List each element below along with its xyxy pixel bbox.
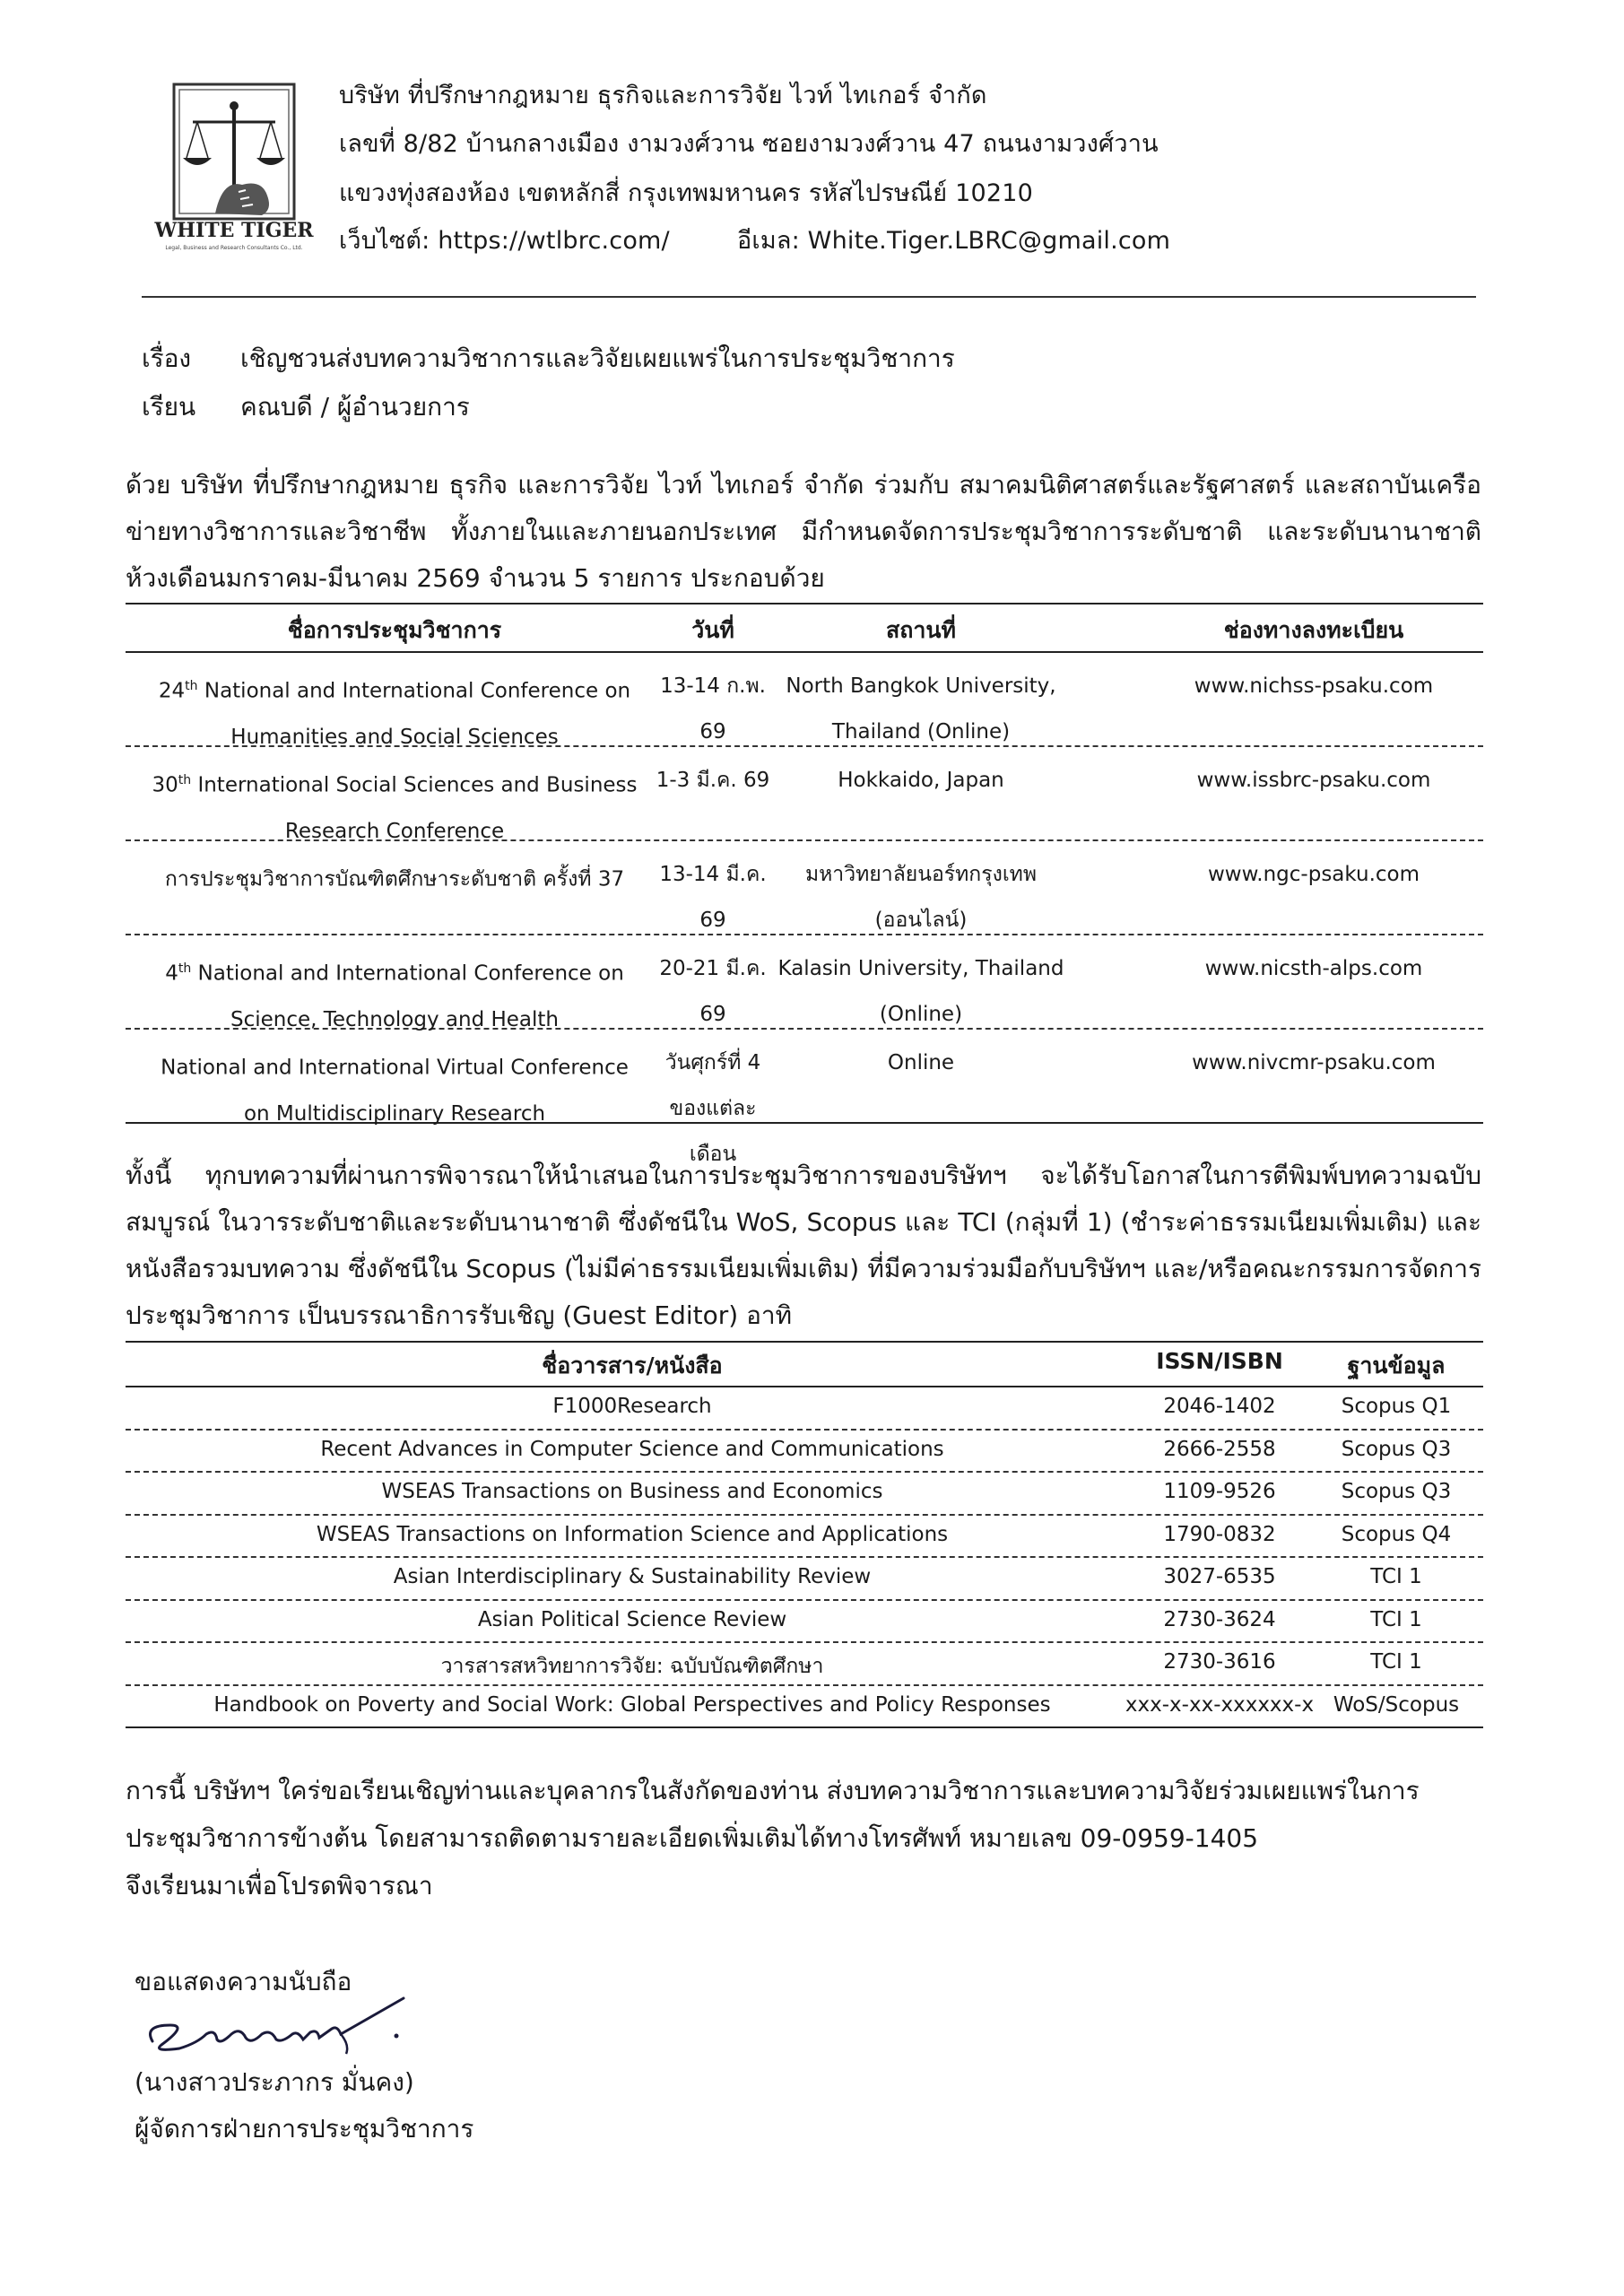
subject-text: เชิญชวนส่งบทความวิชาการและวิจัยเผยแพร่ในการประชุมวิชาการ	[240, 344, 955, 373]
company-address-2: แขวงทุ่งสองห้อง เขตหลักสี่ กรุงเทพมหานคร รหัสไปรษณีย์ 10210	[339, 179, 1033, 207]
table-row	[126, 1030, 1483, 1166]
conference-date: วันศุกร์ที่ 4 ของแต่ละเดือน	[664, 1051, 761, 1166]
col-issn: ISSN/ISBN	[1156, 1348, 1283, 1374]
journal-issn: 2046-1402	[1163, 1395, 1276, 1418]
closing-line-3: จึงเรียนมาเพื่อโปรดพิจารณา	[126, 1871, 433, 1900]
table-row	[126, 1643, 1483, 1686]
journal-issn: 2730-3624	[1163, 1607, 1276, 1631]
col-venue: สถานที่	[885, 617, 956, 643]
table-row	[126, 841, 1483, 935]
journal-database: WoS/Scopus	[1333, 1692, 1460, 1717]
intro-paragraph: ด้วย บริษัท ที่ปรึกษากฎหมาย ธุรกิจ และการวิจัย ไวท์ ไทเกอร์ จำกัด ร่วมกับ สมาคมนิติศาสตร์และรัฐศาสตร์ และสถาบันเครือข่ายทางวิชาการและวิชาชีพ ทั้งภายในและภายนอกประเทศ มีกำหนดจัดการประชุมวิชาการระดับชาติ และระดับนานาชาติ ห้วงเดือนมกราคม-มีนาคม 2569 จำนวน 5 รายการ ประกอบด้วย	[126, 470, 1481, 593]
company-name: บริษัท ที่ปรึกษากฎหมาย ธุรกิจและการวิจัย ไวท์ ไทเกอร์ จำกัด	[339, 82, 987, 109]
journal-title: F1000Research	[552, 1395, 712, 1418]
registration-link[interactable]: www.nicsth-alps.com	[1204, 957, 1423, 980]
registration-link[interactable]: www.nivcmr-psaku.com	[1192, 1051, 1436, 1074]
journal-title: WSEAS Transactions on Business and Economics	[381, 1480, 883, 1503]
to-label: เรียน	[142, 392, 196, 422]
registration-link[interactable]: www.issbrc-psaku.com	[1196, 769, 1431, 792]
conference-venue: North Bangkok University, Thailand (Online)	[786, 674, 1056, 744]
table-row	[126, 1516, 1483, 1559]
signer-position: ผู้จัดการฝ่ายการประชุมวิชาการ	[135, 2114, 474, 2144]
registration-link[interactable]: www.ngc-psaku.com	[1207, 863, 1420, 886]
journal-table-header	[126, 1341, 1483, 1387]
to-text: คณบดี / ผู้อำนวยการ	[240, 392, 470, 422]
conference-name: National and International Virtual Conference on Multidisciplinary Research	[161, 1056, 629, 1126]
conference-table-header	[126, 603, 1483, 653]
registration-link[interactable]: www.nichss-psaku.com	[1194, 674, 1434, 698]
journal-database: TCI 1	[1370, 1650, 1422, 1674]
journal-title: Recent Advances in Computer Science and Communications	[320, 1437, 944, 1461]
conference-date: 1-3 มี.ค. 69	[656, 769, 770, 792]
company-logo	[152, 79, 316, 257]
journal-issn: 2730-3616	[1163, 1650, 1276, 1674]
conference-venue: Kalasin University, Thailand (Online)	[777, 957, 1064, 1026]
journal-database: TCI 1	[1370, 1565, 1422, 1588]
journal-title: วารสารสหวิทยาการวิจัย: ฉบับบัณฑิตศึกษา	[440, 1655, 824, 1678]
conference-date: 13-14 ก.พ. 69	[660, 674, 766, 744]
journal-issn: 1109-9526	[1163, 1480, 1276, 1503]
conference-name: การประชุมวิชาการบัณฑิตศึกษาระดับชาติ ครั้งที่ 37	[164, 867, 625, 891]
logo-subtext: Legal, Business and Research Consultants Co., Ltd.	[165, 245, 303, 251]
table-row	[126, 935, 1483, 1030]
header-divider	[142, 296, 1476, 298]
logo-text: WHITE TIGER	[154, 219, 314, 242]
conference-date: 13-14 มี.ค. 69	[659, 863, 767, 932]
publication-paragraph: ทั้งนี้ ทุกบทความที่ผ่านการพิจารณาให้นำเสนอในการประชุมวิชาการของบริษัทฯ จะได้รับโอกาสในการตีพิมพ์บทความฉบับสมบูรณ์ ในวารระดับชาติและระดับนานาชาติ ซึ่งดัชนีใน WoS, Scopus และ TCI (กลุ่มที่ 1) (ชำระค่าธรรมเนียมเพิ่มเติม) และหนังสือรวมบทความ ซึ่งดัชนีใน Scopus (ไม่มีค่าธรรมเนียมเพิ่มเติม) ที่มีความร่วมมือกับบริษัทฯ และ/หรือคณะกรรมการจัดการประชุมวิชาการ เป็นบรรณาธิการรับเชิญ (Guest Editor) อาทิ	[126, 1161, 1481, 1330]
table-row	[126, 1431, 1483, 1474]
closing-line-1: การนี้ บริษัทฯ ใคร่ขอเรียนเชิญท่านและบุคลากรในสังกัดของท่าน ส่งบทความวิชาการและบทความวิจัยร่วมเผยแพร่ในการ	[126, 1776, 1420, 1805]
table-row	[126, 1473, 1483, 1516]
conference-name: 24th National and International Conference on Humanities and Social Sciences	[158, 679, 631, 749]
journal-database: Scopus Q3	[1341, 1437, 1452, 1461]
journal-issn: 2666-2558	[1163, 1437, 1276, 1461]
table-row	[126, 653, 1483, 747]
journal-database: Scopus Q4	[1341, 1522, 1452, 1546]
company-email: อีเมล: White.Tiger.LBRC@gmail.com	[737, 227, 1171, 255]
col-journal-title: ชื่อวารสาร/หนังสือ	[542, 1352, 723, 1378]
regards-text: ขอแสดงความนับถือ	[135, 1967, 352, 1996]
journal-title: Asian Political Science Review	[477, 1607, 787, 1631]
journal-title: WSEAS Transactions on Information Science and Applications	[316, 1522, 949, 1546]
journal-issn: 1790-0832	[1163, 1522, 1276, 1546]
conference-venue: Hokkaido, Japan	[838, 769, 1004, 792]
table-row	[126, 1686, 1483, 1729]
table-row	[126, 1387, 1483, 1431]
conference-table	[126, 603, 1483, 1166]
table-row	[126, 1558, 1483, 1601]
journal-title: Handbook on Poverty and Social Work: Global Perspectives and Policy Responses	[213, 1692, 1051, 1717]
journal-database: TCI 1	[1370, 1607, 1422, 1631]
company-website: เว็บไซต์: https://wtlbrc.com/	[339, 227, 670, 255]
conference-venue: Online	[887, 1051, 955, 1074]
table-row	[126, 747, 1483, 841]
journal-issn: xxx-x-xx-xxxxxx-x	[1125, 1692, 1315, 1717]
conference-date: 20-21 มี.ค. 69	[659, 957, 767, 1026]
col-registration: ช่องทางลงทะเบียน	[1223, 617, 1404, 643]
journal-issn: 3027-6535	[1163, 1565, 1276, 1588]
conference-name: 4th National and International Conference on Science, Technology and Health	[165, 961, 624, 1031]
signature	[135, 1989, 439, 2070]
table-row	[126, 1601, 1483, 1644]
journal-database: Scopus Q1	[1341, 1395, 1452, 1418]
journal-title: Asian Interdisciplinary & Sustainability Review	[393, 1565, 872, 1588]
company-address-1: เลขที่ 8/82 บ้านกลางเมือง งามวงศ์วาน ซอยงามวงศ์วาน 47 ถนนงามวงศ์วาน	[339, 130, 1159, 158]
col-conference-name: ชื่อการประชุมวิชาการ	[287, 617, 502, 643]
col-date: วันที่	[691, 617, 734, 643]
closing-line-2: ประชุมวิชาการข้างต้น โดยสามารถติดตามรายละเอียดเพิ่มเติมได้ทางโทรศัพท์ หมายเลข 09-0959-1405	[126, 1823, 1259, 1853]
signer-name: (นางสาวประภากร มั่นคง)	[135, 2067, 414, 2097]
journal-table	[126, 1341, 1483, 1728]
col-database: ฐานข้อมูล	[1347, 1352, 1446, 1378]
subject-label: เรื่อง	[142, 344, 192, 373]
journal-database: Scopus Q3	[1341, 1480, 1452, 1503]
conference-name: 30th International Social Sciences and Business Research Conference	[152, 773, 638, 843]
conference-venue: มหาวิทยาลัยนอร์ทกรุงเทพ (ออนไลน์)	[804, 863, 1038, 932]
